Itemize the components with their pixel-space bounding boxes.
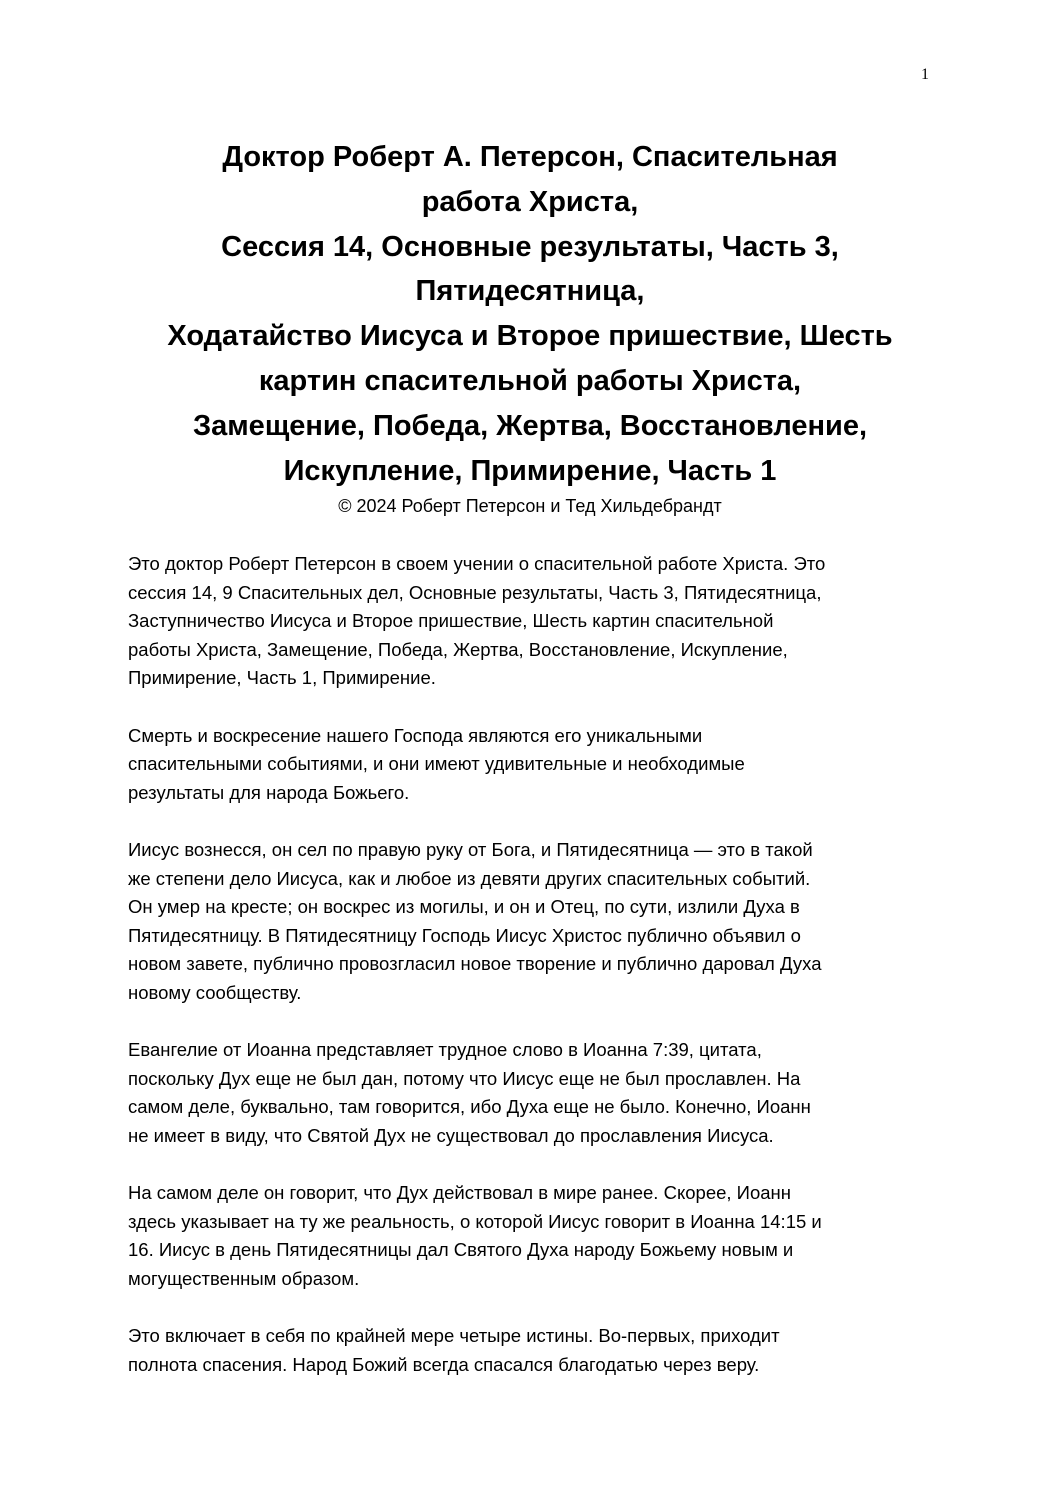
text-line: Смерть и воскресение нашего Господа являются его уникальными [128, 724, 703, 746]
paragraph [128, 1322, 938, 1379]
text-line: спасительными событиями, и они имеют удивительные и необходимые [128, 753, 745, 774]
paragraph [128, 1036, 938, 1150]
text-line: Пятидесятницу. В Пятидесятницу Господь Иисус Христос публично объявил о [128, 924, 801, 946]
title-line: Пятидесятница, [415, 275, 645, 308]
title-line: Замещение, Победа, Жертва, Восстановление, [192, 409, 868, 442]
title-line: работа Христа, [421, 185, 639, 218]
copyright-notice: © 2024 Роберт Петерсон и Тед Хильдебрандт [338, 496, 722, 516]
text-line: Заступничество Иисуса и Второе пришествие, Шесть картин спасительной [128, 610, 774, 631]
text-line: На самом деле он говорит, что Дух действовал в мире ранее. Скорее, Иоанн [128, 1182, 791, 1203]
text-line: полнота спасения. Народ Божий всегда спасался благодатью через веру. [128, 1353, 760, 1375]
text-line: Это доктор Роберт Петерсон в своем учении о спасительной работе Христа. Это [128, 553, 826, 574]
title-line: Искупление, Примирение, Часть 1 [283, 454, 777, 487]
text-line: поскольку Дух еще не был дан, потому что Иисус еще не был прославлен. На [128, 1067, 801, 1089]
text-line: Это включает в себя по крайней мере четыре истины. Во-первых, приходит [128, 1325, 780, 1346]
text-line: самом деле, буквально, там говорится, ибо Духа еще не было. Конечно, Иоанн [128, 1096, 811, 1117]
document-title [100, 135, 960, 493]
text-line: работы Христа, Замещение, Победа, Жертва, Восстановление, Искупление, [128, 638, 788, 660]
title-line: Сессия 14, Основные результаты, Часть 3, [221, 230, 839, 263]
text-line: результаты для народа Божьего. [128, 781, 410, 803]
paragraph [128, 550, 938, 693]
document-body [128, 550, 938, 1408]
text-line: сессия 14, 9 Спасительных дел, Основные результаты, Часть 3, Пятидесятница, [128, 581, 822, 603]
text-line: Он умер на кресте; он воскрес из могилы, и он и Отец, по сути, излили Духа в [128, 896, 800, 917]
paragraph [128, 1179, 938, 1293]
text-line: не имеет в виду, что Святой Дух не существовал до прославления Иисуса. [128, 1124, 774, 1146]
text-line: 16. Иисус в день Пятидесятницы дал Святого Духа народу Божьему новым и [128, 1239, 794, 1260]
text-line: могущественным образом. [128, 1267, 360, 1289]
text-line: новом завете, публично провозгласил новое творение и публично даровал Духа [128, 953, 822, 974]
paragraph [128, 836, 938, 1007]
page-number: 1 [921, 66, 929, 83]
text-line: Иисус вознесся, он сел по правую руку от Бога, и Пятидесятница — это в такой [128, 839, 813, 860]
paragraph [128, 722, 938, 808]
text-line: Евангелие от Иоанна представляет трудное слово в Иоанна 7:39, цитата, [128, 1039, 762, 1060]
text-line: новому сообществу. [128, 981, 302, 1003]
text-line: Примирение, Часть 1, Примирение. [128, 667, 436, 688]
title-line: Ходатайство Иисуса и Второе пришествие, Шесть [167, 320, 893, 353]
text-line: же степени дело Иисуса, как и любое из девяти других спасительных событий. [128, 867, 811, 889]
text-line: здесь указывает на ту же реальность, о которой Иисус говорит в Иоанна 14:15 и [128, 1210, 822, 1232]
title-line: картин спасительной работы Христа, [258, 364, 802, 397]
title-line: Доктор Роберт А. Петерсон, Спасительная [222, 141, 838, 173]
